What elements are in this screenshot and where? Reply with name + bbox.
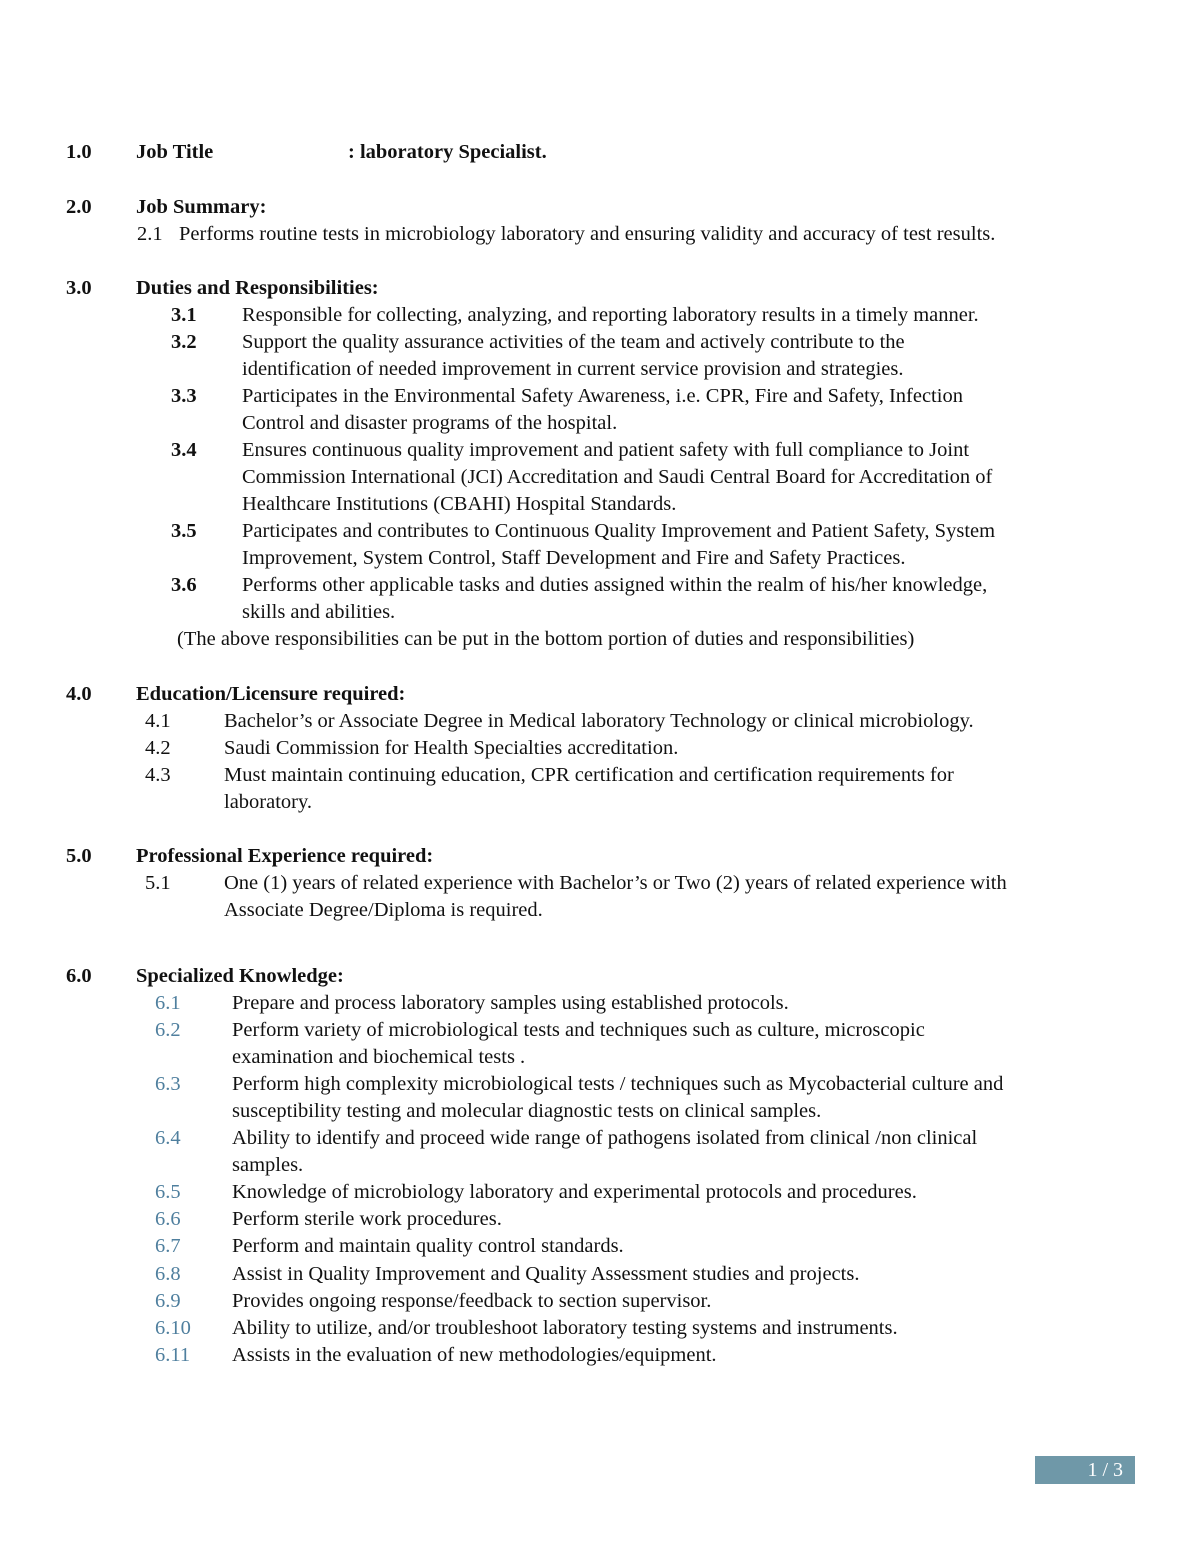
section-number: 4.0: [66, 683, 92, 705]
list-item-text: skills and abilities.: [242, 601, 396, 623]
section-number: 6.0: [66, 965, 92, 987]
list-item-text: One (1) years of related experience with Bachelor’s or Two (2) years of related experience with: [224, 872, 1007, 894]
job-title-label: Job Title: [136, 141, 214, 163]
job-title-value: : laboratory Specialist.: [348, 141, 547, 163]
list-item-text: Ensures continuous quality improvement and patient safety with full compliance to Joint: [242, 439, 970, 461]
section-number: 2.0: [66, 196, 92, 218]
list-item-number: 6.2: [155, 1019, 181, 1041]
list-item-text: Knowledge of microbiology laboratory and experimental protocols and procedures.: [232, 1181, 917, 1203]
list-item-number: 3.3: [171, 385, 197, 407]
list-item-text: Ability to utilize, and/or troubleshoot laboratory testing systems and instruments.: [232, 1317, 898, 1339]
list-item-number: 3.1: [171, 304, 197, 326]
list-item-number: 4.2: [145, 737, 171, 759]
list-item-number: 6.11: [155, 1344, 191, 1366]
list-item-text: Performs other applicable tasks and duties assigned within the realm of his/her knowledge,: [242, 574, 988, 596]
list-item-number: 4.3: [145, 764, 171, 786]
list-item-text: Must maintain continuing education, CPR certification and certification requirements for: [224, 764, 954, 786]
list-item-number: 5.1: [145, 872, 171, 894]
list-item-number: 3.6: [171, 574, 197, 596]
section-title: Education/Licensure required:: [136, 683, 406, 705]
list-item-text: susceptibility testing and molecular diagnostic tests on clinical samples.: [232, 1100, 822, 1122]
list-item-text: Control and disaster programs of the hospital.: [242, 412, 618, 434]
list-item-number: 6.1: [155, 992, 181, 1014]
duties-note: (The above responsibilities can be put in the bottom portion of duties and responsibilities): [177, 628, 915, 650]
list-item-text: Improvement, System Control, Staff Development and Fire and Safety Practices.: [242, 547, 906, 569]
list-item-number: 6.3: [155, 1073, 181, 1095]
list-item-number: 6.4: [155, 1127, 181, 1149]
list-item-text: Assists in the evaluation of new methodologies/equipment.: [232, 1344, 717, 1366]
list-item-number: 2.1: [137, 223, 163, 245]
list-item-text: Bachelor’s or Associate Degree in Medical laboratory Technology or clinical microbiology.: [224, 710, 974, 732]
list-item-text: Support the quality assurance activities of the team and actively contribute to the: [242, 331, 905, 353]
section-number: 3.0: [66, 277, 92, 299]
list-item-text: Responsible for collecting, analyzing, and reporting laboratory results in a timely manner.: [242, 304, 979, 326]
list-item-text: Commission International (JCI) Accreditation and Saudi Central Board for Accreditation of: [242, 466, 993, 488]
list-item-number: 6.7: [155, 1235, 181, 1257]
list-item-text: Perform and maintain quality control standards.: [232, 1235, 624, 1257]
list-item-text: Ability to identify and proceed wide range of pathogens isolated from clinical /non clinical: [232, 1127, 978, 1149]
section-title: Job Summary:: [136, 196, 267, 218]
list-item-text: Healthcare Institutions (CBAHI) Hospital Standards.: [242, 493, 677, 515]
list-item-number: 6.6: [155, 1208, 181, 1230]
list-item-number: 6.10: [155, 1317, 191, 1339]
list-item-number: 6.9: [155, 1290, 181, 1312]
list-item-number: 3.2: [171, 331, 197, 353]
list-item-text: Perform variety of microbiological tests and techniques such as culture, microscopic: [232, 1019, 925, 1041]
list-item-text: Associate Degree/Diploma is required.: [224, 899, 543, 921]
list-item-text: Provides ongoing response/feedback to section supervisor.: [232, 1290, 712, 1312]
section-title: Professional Experience required:: [136, 845, 434, 867]
section-number: 1.0: [66, 141, 92, 163]
list-item-text: Saudi Commission for Health Specialties accreditation.: [224, 737, 679, 759]
list-item-number: 3.4: [171, 439, 197, 461]
list-item-text: Perform high complexity microbiological tests / techniques such as Mycobacterial culture and: [232, 1073, 1004, 1095]
list-item-text: laboratory.: [224, 791, 313, 813]
list-item-text: Prepare and process laboratory samples using established protocols.: [232, 992, 789, 1014]
list-item-number: 4.1: [145, 710, 171, 732]
list-item-text: Assist in Quality Improvement and Quality Assessment studies and projects.: [232, 1263, 860, 1285]
list-item-text: Participates and contributes to Continuous Quality Improvement and Patient Safety, System: [242, 520, 996, 542]
section-number: 5.0: [66, 845, 92, 867]
list-item-text: Perform sterile work procedures.: [232, 1208, 502, 1230]
list-item-number: 6.5: [155, 1181, 181, 1203]
list-item-text: samples.: [232, 1154, 304, 1176]
section-title: Specialized Knowledge:: [136, 965, 344, 987]
list-item-number: 3.5: [171, 520, 197, 542]
list-item-number: 6.8: [155, 1263, 181, 1285]
page-indicator: 1 / 3: [1035, 1456, 1135, 1484]
list-item-text: Participates in the Environmental Safety Awareness, i.e. CPR, Fire and Safety, Infection: [242, 385, 963, 407]
list-item-text: examination and biochemical tests .: [232, 1046, 526, 1068]
section-title: Duties and Responsibilities:: [136, 277, 379, 299]
list-item-text: Performs routine tests in microbiology laboratory and ensuring validity and accuracy of test results.: [179, 223, 996, 245]
list-item-text: identification of needed improvement in current service provision and strategies.: [242, 358, 904, 380]
